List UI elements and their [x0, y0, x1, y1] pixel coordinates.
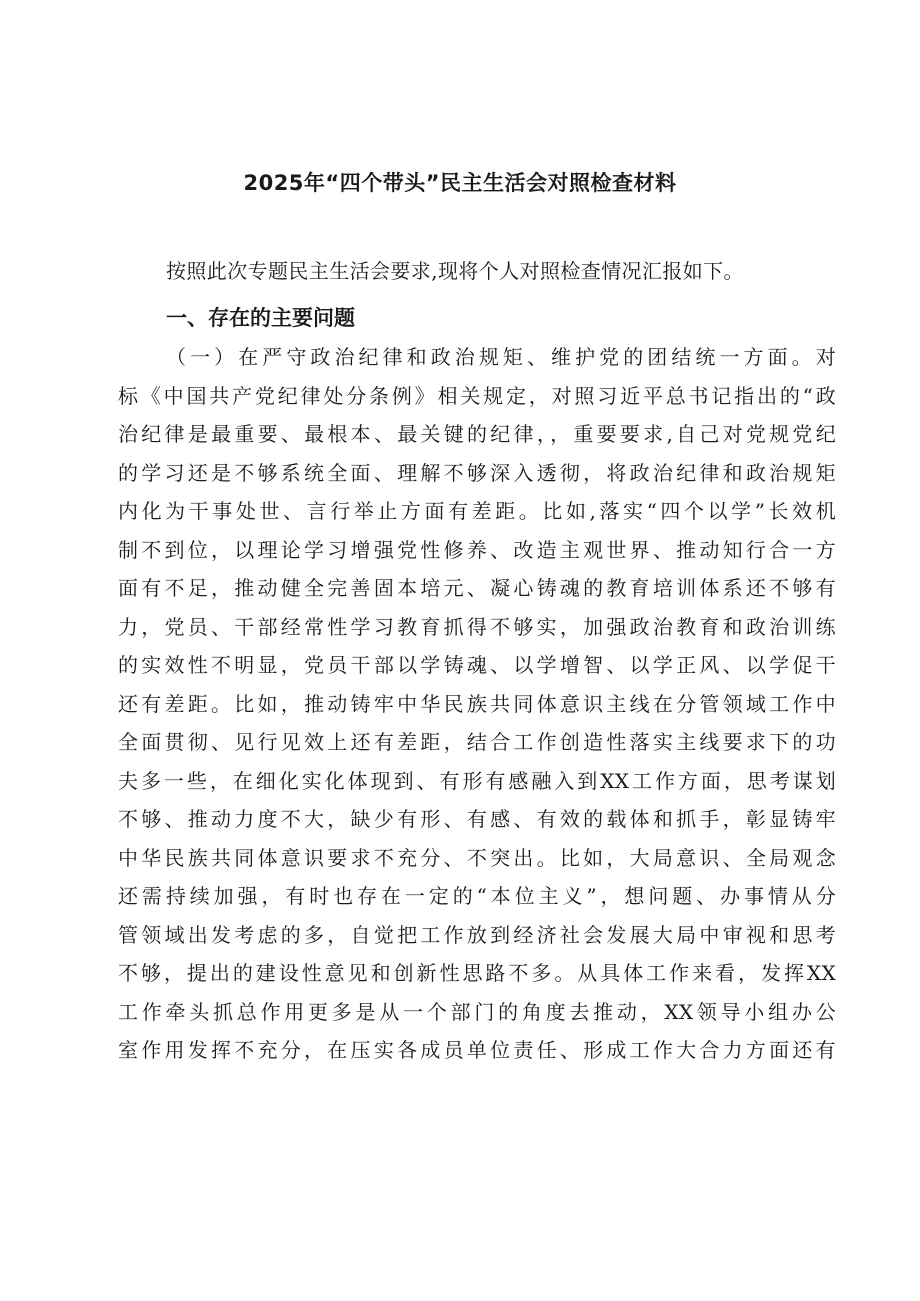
paragraph-line: 管领域出发考虑的多，自觉把工作放到经济社会发展大局中审视和思考	[118, 922, 836, 947]
paragraph-line: 标《中国共产党纪律处分条例》相关规定，对照习近平总书记指出的“政	[118, 383, 836, 408]
paragraph-line: 面有不足，推动健全完善固本培元、凝心铸魂的教育培训体系还不够有	[118, 576, 836, 600]
paragraph-line: 工作牵头抓总作用更多是从一个部门的角度去推动，XX领导小组办公	[118, 999, 836, 1024]
section-heading: 一、存在的主要问题	[166, 306, 355, 330]
paragraph-line: 力，党员、干部经常性学习教育抓得不够实，加强政治教育和政治训练	[118, 614, 836, 639]
paragraph-line: （一）在严守政治纪律和政治规矩、维护党的团结统一方面。对	[166, 345, 836, 369]
intro-paragraph: 按照此次专题民主生活会要求,现将个人对照检查情况汇报如下。	[166, 259, 744, 283]
document-title: 2025年“四个带头”民主生活会对照检查材料	[243, 171, 677, 195]
paragraph-line: 还需持续加强，有时也存在一定的“本位主义”，想问题、办事情从分	[118, 884, 836, 908]
paragraph-line: 的学习还是不够系统全面、理解不够深入透彻，将政治纪律和政治规矩	[118, 460, 836, 485]
paragraph-line: 的实效性不明显，党员干部以学铸魂、以学增智、以学正风、以学促干	[118, 653, 836, 677]
paragraph-line: 治纪律是最重要、最根本、最关键的纪律，，重要要求,自己对党规党纪	[118, 422, 836, 446]
paragraph-line: 全面贯彻、见行见效上还有差距，结合工作创造性落实主线要求下的功	[118, 730, 836, 754]
paragraph-line: 制不到位，以理论学习增强党性修养、改造主观世界、推动知行合一方	[118, 537, 836, 562]
paragraph-line: 不够、推动力度不大，缺少有形、有感、有效的载体和抓手，彰显铸牢	[118, 807, 836, 831]
paragraph-line: 内化为干事处世、言行举止方面有差距。比如,落实“四个以学”长效机	[118, 499, 836, 523]
paragraph-line: 不够，提出的建设性意见和创新性思路不多。从具体工作来看，发挥XX	[118, 961, 836, 985]
body-paragraph	[118, 338, 836, 1070]
paragraph-line: 夫多一些，在细化实化体现到、有形有感融入到XX工作方面，思考谋划	[118, 768, 836, 793]
paragraph-line: 中华民族共同体意识要求不充分、不突出。比如，大局意识、全局观念	[118, 845, 836, 870]
paragraph-line: 室作用发挥不充分，在压实各成员单位责任、形成工作大合力方面还有	[118, 1038, 836, 1062]
paragraph-line: 还有差距。比如，推动铸牢中华民族共同体意识主线在分管领域工作中	[118, 691, 836, 716]
